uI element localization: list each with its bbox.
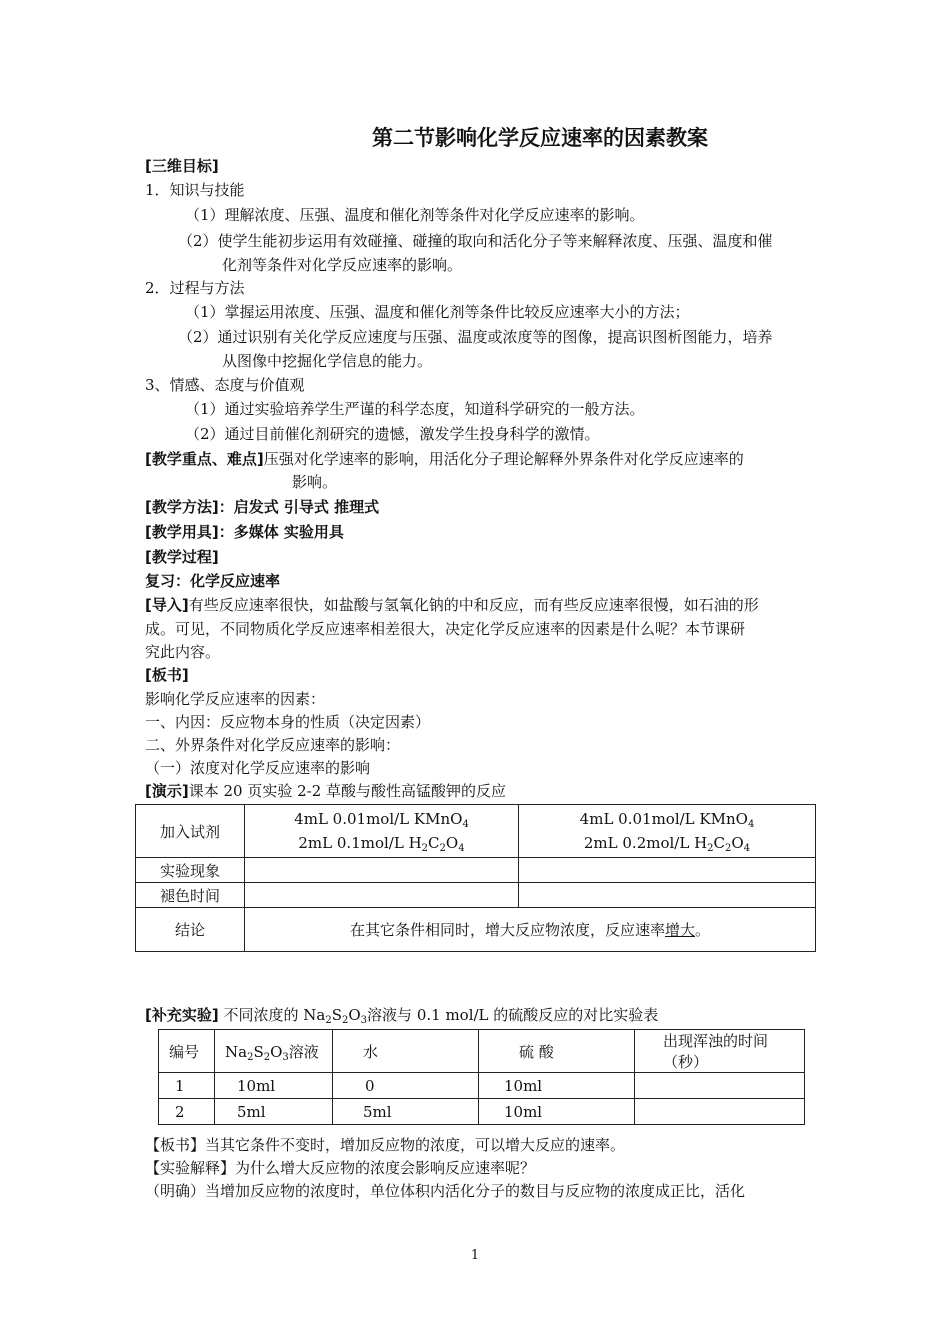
page-title: 第二节影响化学反应速率的因素教案 <box>372 126 708 150</box>
table-cell <box>519 858 816 883</box>
intro-cont: 成。可见，不同物质化学反应速率相差很大，决定化学反应速率的因素是什么呢？本节课研 <box>145 620 746 638</box>
table-cell: 结论 <box>136 908 245 952</box>
table-header: 水 <box>333 1030 479 1073</box>
table-cell: 褪色时间 <box>136 883 245 908</box>
goals-header: [三维目标] <box>145 157 219 175</box>
conclusion-cell: 在其它条件相同时，增大反应物浓度，反应速率增大。 <box>245 908 816 952</box>
key-points <box>145 448 744 470</box>
board-line: （一）浓度对化学反应速率的影响 <box>145 759 371 777</box>
demo-label: [演示] <box>145 782 189 800</box>
teaching-methods: [教学方法]：启发式 引导式 推理式 <box>145 498 380 516</box>
intro <box>145 594 759 616</box>
intro-label: [导入] <box>145 596 189 614</box>
table-header: 编号 <box>159 1030 215 1073</box>
table-cell <box>519 883 816 908</box>
key-points-text: 压强对化学速率的影响，用活化分子理论解释外界条件对化学反应速率的 <box>263 450 744 468</box>
demo-table <box>135 804 816 952</box>
intro-cont: 究此内容。 <box>145 643 221 661</box>
goal-item-cont: 从图像中挖掘化学信息的能力。 <box>222 352 433 370</box>
supplement-table <box>158 1029 805 1125</box>
intro-text: 有些反应速率很快，如盐酸与氢氧化钠的中和反应，而有些反应速率很慢，如石油的形 <box>188 596 759 614</box>
demo-text: 课本 20 页实验 2-2 草酸与酸性高锰酸钾的反应 <box>188 782 507 800</box>
table-cell <box>245 858 519 883</box>
goal-section-1: 1．知识与技能 <box>145 181 245 199</box>
table-cell: 4mL 0.01mol/L KMnO$_4$ 2mL 0.2mol/L $H_2C_2O_4$ <box>519 805 816 858</box>
goal-item: （2）使学生能初步运用有效碰撞、碰撞的取向和活化分子等来解释浓度、压强、温度和催 <box>178 232 773 250</box>
review-heading: 复习：化学反应速率 <box>145 572 281 590</box>
board-line: 影响化学反应速率的因素： <box>145 690 326 708</box>
supplement: [补充实验] 不同浓度的 $Na_2S_2O_3$溶液与 0.1 mol/L 的硫酸反应的对比实验表 <box>145 1006 659 1026</box>
goal-item-cont: 化剂等条件对化学反应速率的影响。 <box>222 256 463 274</box>
key-points-cont: 影响。 <box>292 473 338 491</box>
table-header: $Na_2S_2O_3$溶液 <box>215 1030 333 1073</box>
demo <box>145 780 506 802</box>
table-header: 硫 酸 <box>479 1030 635 1073</box>
board-label: [板书] <box>145 666 189 684</box>
table-cell <box>245 883 519 908</box>
teaching-process: [教学过程] <box>145 548 219 566</box>
goal-item: （1）掌握运用浓度、压强、温度和催化剂等条件比较反应速率大小的方法； <box>185 303 690 321</box>
goal-item: （2）通过目前催化剂研究的遗憾，激发学生投身科学的激情。 <box>185 425 600 443</box>
goal-item: （2）通过识别有关化学反应速度与压强、温度或浓度等的图像，提高识图析图能力，培养 <box>178 328 773 346</box>
board-note: 【板书】当其它条件不变时，增加反应物的浓度，可以增大反应的速率。 <box>145 1136 626 1154</box>
table-cell: 实验现象 <box>136 858 245 883</box>
page-number: 1 <box>470 1248 480 1263</box>
goal-item: （1）理解浓度、压强、温度和催化剂等条件对化学反应速率的影响。 <box>185 206 645 224</box>
key-points-label: [教学重点、难点] <box>145 450 264 468</box>
board-line: 一、内因：反应物本身的性质（决定因素） <box>145 713 431 731</box>
goal-section-3: 3、情感、态度与价值观 <box>145 376 305 394</box>
clarification: （明确）当增加反应物的浓度时，单位体积内活化分子的数目与反应物的浓度成正比，活化 <box>145 1182 746 1200</box>
table-row: 1 10ml 0 10ml <box>159 1073 805 1099</box>
table-header: 出现浑浊的时间（秒） <box>635 1030 805 1073</box>
supplement-label: [补充实验] <box>145 1006 219 1024</box>
table-cell: 4mL 0.01mol/L KMnO$_4$ 2mL 0.1mol/L $H_2C_2O_4$ <box>245 805 519 858</box>
table-cell: 加入试剂 <box>136 805 245 858</box>
goal-item: （1）通过实验培养学生严谨的科学态度，知道科学研究的一般方法。 <box>185 400 645 418</box>
board-line: 二、外界条件对化学反应速率的影响： <box>145 736 401 754</box>
table-row: 2 5ml 5ml 10ml <box>159 1099 805 1125</box>
experiment-explanation: 【实验解释】为什么增大反应物的浓度会影响反应速率呢？ <box>145 1159 536 1177</box>
goal-section-2: 2．过程与方法 <box>145 279 245 297</box>
teaching-tools: [教学用具]：多媒体 实验用具 <box>145 523 344 541</box>
